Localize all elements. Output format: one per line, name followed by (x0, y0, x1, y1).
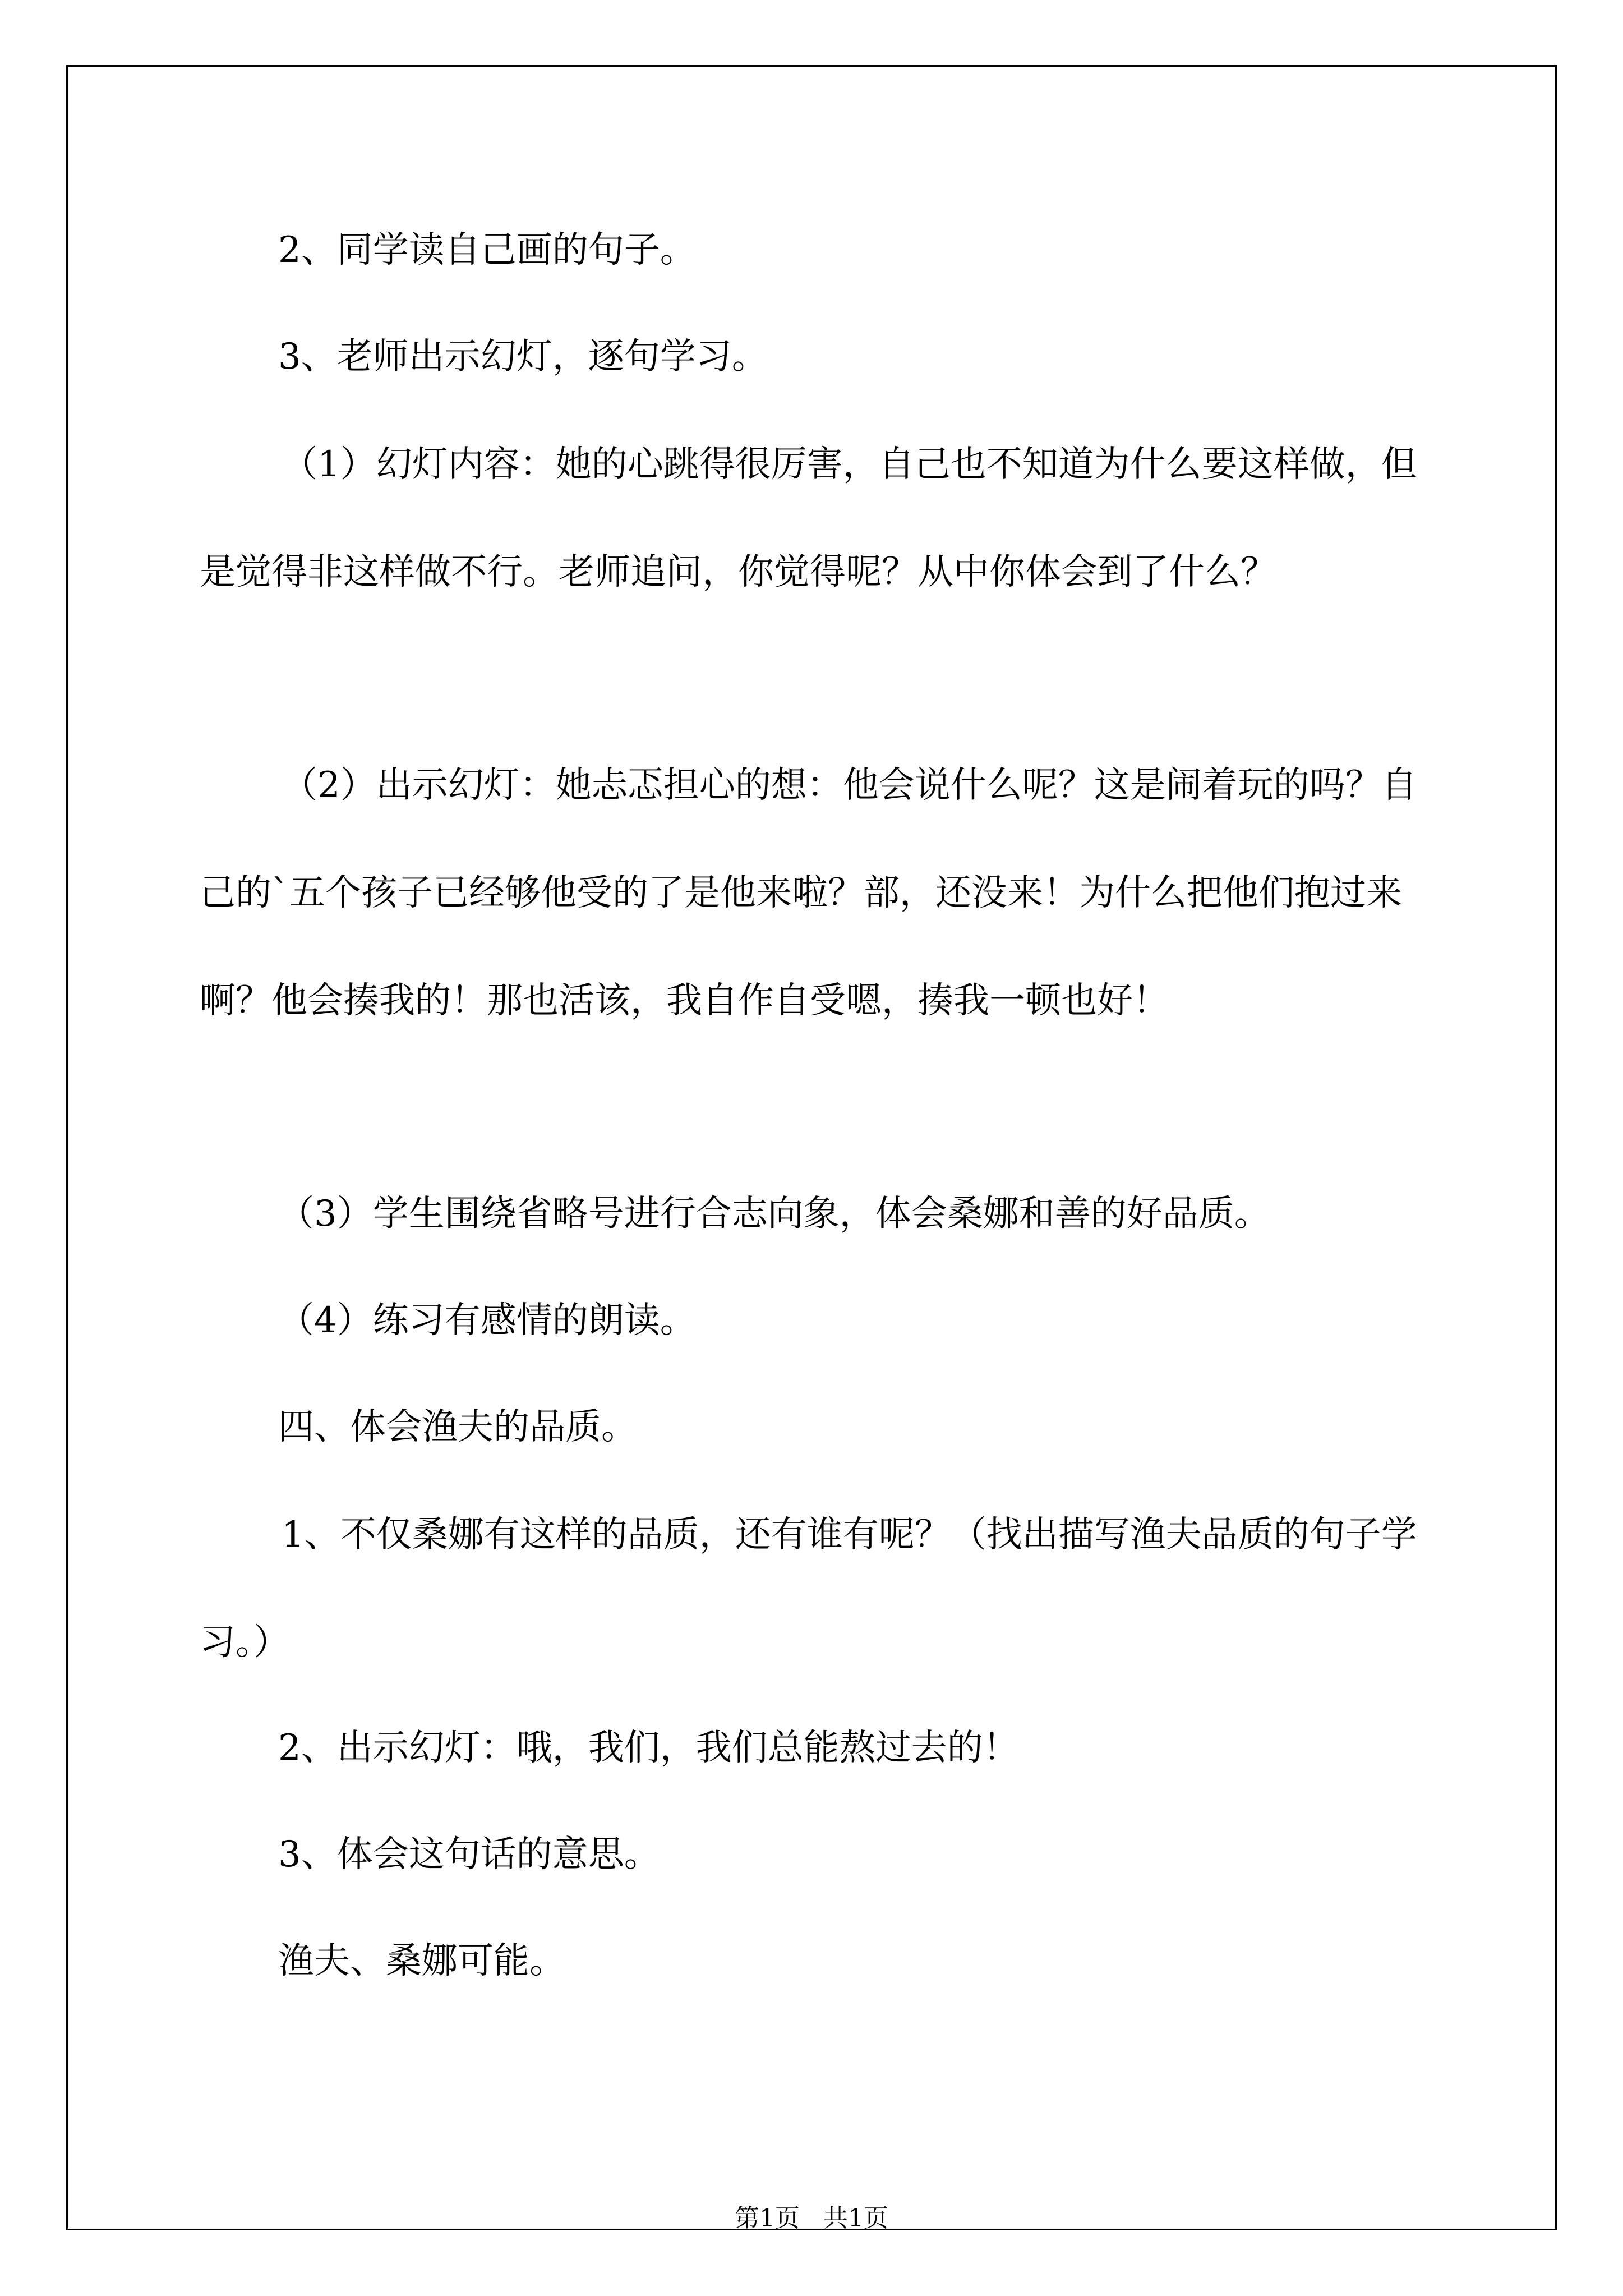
paragraph-6: （4）练习有感情的朗读。 (278, 1300, 696, 1341)
paragraph-1: 2、同学读自己画的句子。 (278, 229, 696, 271)
page-number-footer: 第1页 共1页 (735, 2204, 888, 2233)
paragraph-9: 2、出示幻灯：哦，我们，我们总能熬过去的！ (278, 1727, 1019, 1769)
paragraph-8: 1、不仅桑娜有这样的品质，还有谁有呢？（找出描写渔夫品质的句子学习。） (200, 1514, 1417, 1663)
paragraph-4: （2）出示幻灯：她忐忑担心的想：他会说什么呢？这是闹着玩的吗？自己的`五个孩子已经够他受的了是他来啦？部，还没来！为什么把他们抱过来啊？他会揍我的！那也活该，我自作自受嗯，揍我一顿也好！ (200, 765, 1417, 1022)
paragraph-11: 渔夫、桑娜可能。 (278, 1940, 565, 1982)
paragraph-5: （3）学生围绕省略号进行合志向象，体会桑娜和善的好品质。 (278, 1193, 1270, 1235)
paragraph-2: 3、老师出示幻灯，逐句学习。 (278, 336, 768, 378)
paragraph-10: 3、体会这句话的意思。 (278, 1834, 660, 1875)
paragraph-3: （1）幻灯内容：她的心跳得很厉害，自己也不知道为什么要这样做，但是觉得非这样做不行。老师追问，你觉得呢？从中你体会到了什么？ (200, 444, 1417, 593)
paragraph-7: 四、体会渔夫的品质。 (278, 1406, 637, 1448)
